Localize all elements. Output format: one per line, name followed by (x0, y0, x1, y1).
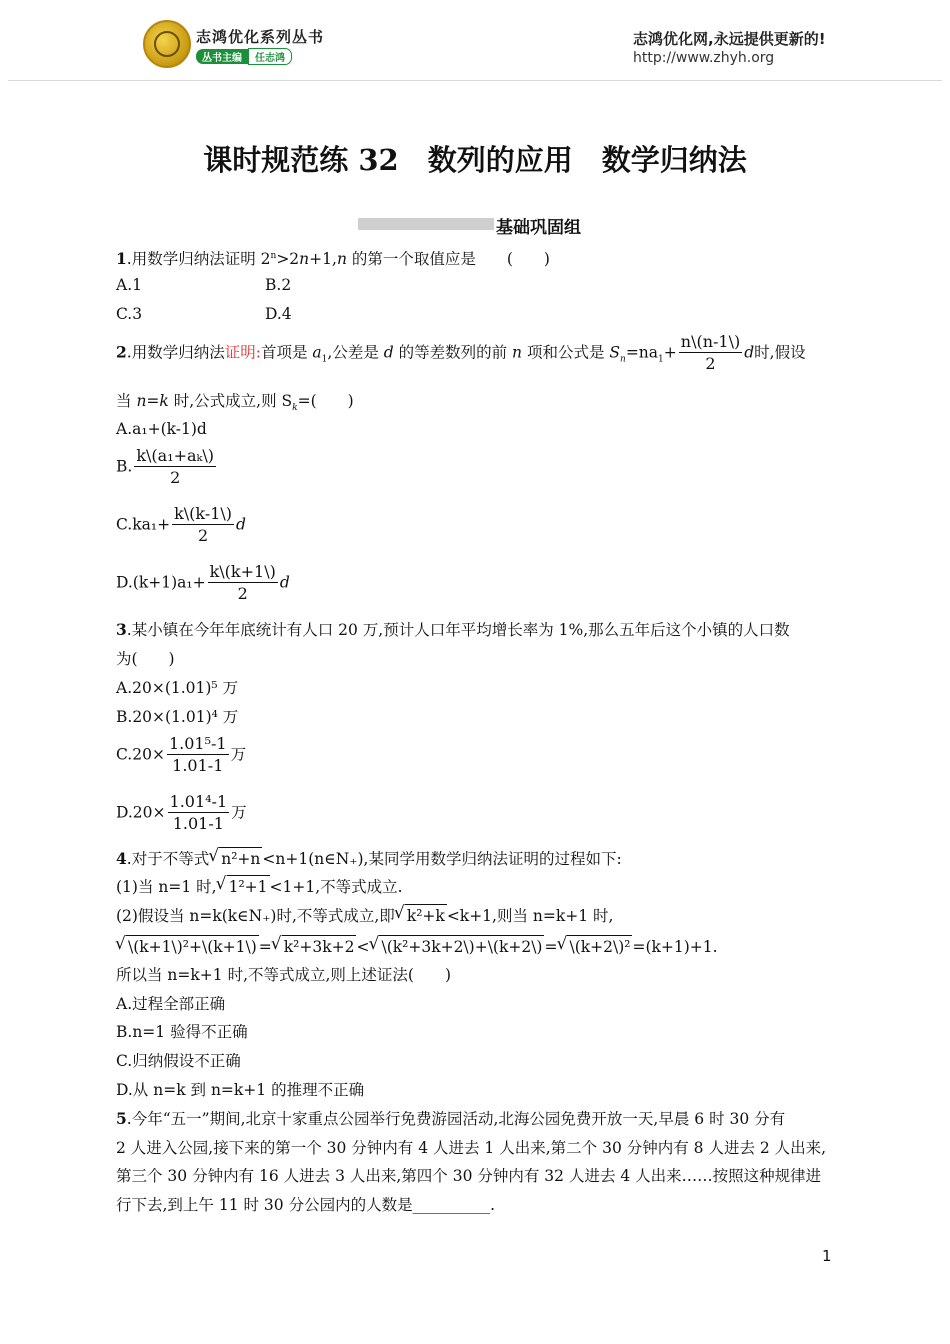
q4-stem: 4.对于不等式√ n²+n <n+1(n∈N₊),某同学用数学归纳法证明的过程如下: (116, 847, 622, 870)
header-slogan: 志鸿优化网,永远提供更新的! (633, 30, 826, 48)
q3-option-d: D.20× $\frac{\text{1.01⁴-1}}{1.01-1}$ 万 (116, 792, 247, 833)
q3-stem-line2: 为( ) (116, 650, 175, 668)
q2-option-c: C.ka₁+ $\frac{k\backslash(k-1\backslash)}{2}$ d (116, 504, 246, 545)
publisher-logo (143, 20, 191, 68)
q4-option-b: B.n=1 验得不正确 (116, 1023, 248, 1041)
q5-stem: 5.今年“五一”期间,北京十家重点公园举行免费游园活动,北海公园免费开放一天,早晨 6 时 30 分有 (116, 1109, 786, 1128)
q2-stem-line2: 当 n=k 时,公式成立,则 $S_k=$( ) (116, 392, 354, 414)
q4-option-c: C.归纳假设不正确 (116, 1052, 241, 1070)
series-name: 志鸿优化系列丛书 (196, 28, 325, 46)
page-number: 1 (822, 1247, 832, 1265)
q4-option-d: D.从 n=k 到 n=k+1 的推理不正确 (116, 1081, 365, 1099)
q1-stem: 1.用数学归纳法证明 $2^n>2n+1,n$ 的第一个取值应是 ( ) (116, 249, 550, 269)
q3-option-a: A.20×(1.01)⁵ 万 (116, 679, 239, 697)
q4-step2: (2)假设当 n=k(k∈N₊)时,不等式成立,即√ k²+k <k+1,则当 n=k+1 时, (116, 904, 613, 927)
q3-stem: 3.某小镇在今年年底统计有人口 20 万,预计人口年平均增长率为 1%,那么五年后这个小镇的人口数 (116, 620, 790, 639)
q3-option-b: B.20×(1.01)⁴ 万 (116, 708, 239, 726)
page-title: 课时规范练 32 数列的应用 数学归纳法 (203, 143, 747, 177)
q5-stem-line3: 第三个 30 分钟内有 16 人进去 3 人出来,第四个 30 分钟内有 32 人进去 4 人出来……按照这种规律进 (116, 1167, 822, 1185)
q4-conclusion: 所以当 n=k+1 时,不等式成立,则上述证法( ) (116, 966, 452, 984)
q4-option-a: A.过程全部正确 (116, 995, 226, 1013)
editor-badge (196, 48, 292, 65)
q1-option-b: B.2 (265, 276, 292, 294)
q2-option-a: A.a₁+(k-1)d (116, 420, 207, 438)
q4-step3: √ \(k+1\)²+\(k+1\) =√ k²+3k+2 <√ \(k²+3k+2\)+\(k+2\) =√ \(k+2\)² =(k+1)+1. (116, 935, 718, 958)
editor-label: 丛书主编 (196, 49, 248, 64)
q4-step1: (1)当 n=1 时,√ 1²+1 <1+1,不等式成立. (116, 875, 403, 898)
q1-option-d: D.4 (265, 305, 292, 323)
section-bar (358, 218, 494, 230)
q5-stem-line4: 行下去,到上午 11 时 30 分公园内的人数是__________. (116, 1196, 496, 1214)
q1-option-a: A.1 (116, 276, 142, 294)
header-divider (8, 80, 942, 81)
q3-option-c: C.20× $\frac{\text{1.01⁵-1}}{1.01-1}$ 万 (116, 734, 247, 775)
q2-option-b: B. $\frac{\text{k\textbackslash{}(a₁+aₖ\textbackslash{})}}{2}$ (116, 446, 215, 487)
section-title: 基础巩固组 (496, 218, 581, 238)
q2-stem: 2.用数学归纳法证明:首项是 $a_1$,公差是 d 的等差数列的前 n 项和公式是 $S_n=na_1+$ $\frac{n\backslash(n-1\backslash)}{2}$ d时,假设 (116, 332, 806, 373)
q2-option-d: D.(k+1)a₁+ $\frac{k\backslash(k+1\backslash)}{2}$ d (116, 562, 290, 603)
editor-name: 任志鸿 (248, 48, 292, 65)
q1-option-c: C.3 (116, 305, 143, 323)
header-url[interactable]: http://www.zhyh.org (633, 50, 775, 66)
q5-stem-line2: 2 人进入公园,接下来的第一个 30 分钟内有 4 人进去 1 人出来,第二个 30 分钟内有 8 人进去 2 人出来, (116, 1139, 827, 1157)
